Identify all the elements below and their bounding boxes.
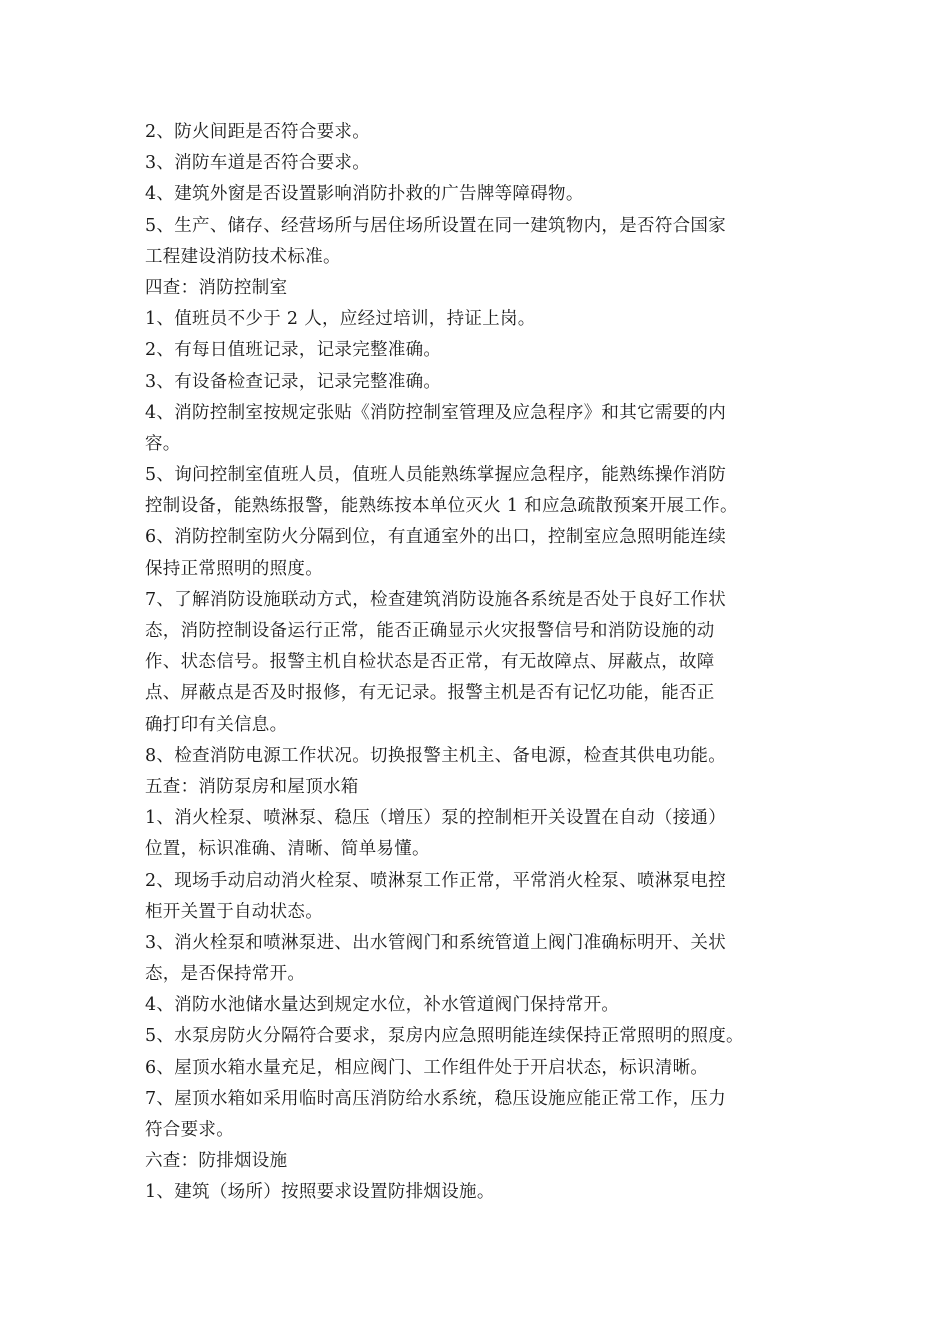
document-body	[145, 117, 825, 1209]
text-line: 2、有每日值班记录，记录完整准确。	[145, 340, 442, 361]
text-line: 3、消火栓泵和喷淋泵进、出水管阀门和系统管道上阀门准确标明开、关状	[145, 932, 727, 953]
text-line: 位置，标识准确、清晰、简单易懂。	[145, 839, 430, 860]
text-line: 8、检查消防电源工作状况。切换报警主机主、备电源，检查其供电功能。	[145, 745, 727, 766]
text-line: 态，消防控制设备运行正常，能否正确显示火灾报警信号和消防设施的动	[145, 621, 715, 641]
section-heading: 四查：消防控制室	[145, 277, 288, 298]
section-heading: 五查：消防泵房和屋顶水箱	[145, 776, 359, 797]
text-line: 7、屋顶水箱如采用临时高压消防给水系统，稳压设施应能正常工作，压力	[145, 1088, 727, 1109]
text-line: 2、现场手动启动消火栓泵、喷淋泵工作正常，平常消火栓泵、喷淋泵电控	[145, 870, 727, 891]
text-line: 3、消防车道是否符合要求。	[145, 153, 371, 174]
text-line: 4、建筑外窗是否设置影响消防扑救的广告牌等障碍物。	[145, 184, 584, 205]
text-line: 控制设备，能熟练报警，能熟练按本单位灭火 1 和应急疏散预案开展工作。	[145, 496, 738, 517]
text-line: 柜开关置于自动状态。	[145, 901, 323, 922]
text-line: 3、有设备检查记录，记录完整准确。	[145, 371, 442, 392]
text-line: 5、生产、储存、经营场所与居住场所设置在同一建筑物内，是否符合国家	[145, 215, 727, 236]
text-line: 点、屏蔽点是否及时报修，有无记录。报警主机是否有记忆功能，能否正	[145, 683, 715, 704]
text-line: 2、防火间距是否符合要求。	[145, 122, 371, 142]
text-line: 作、状态信号。报警主机自检状态是否正常，有无故障点、屏蔽点，故障	[145, 652, 715, 673]
text-line: 保持正常照明的照度。	[145, 558, 323, 579]
text-line: 态，是否保持常开。	[145, 964, 306, 985]
text-line: 5、水泵房防火分隔符合要求，泵房内应急照明能连续保持正常照明的照度。	[145, 1026, 744, 1047]
text-line: 6、屋顶水箱水量充足，相应阀门、工作组件处于开启状态，标识清晰。	[145, 1057, 709, 1078]
text-line: 1、值班员不少于 2 人，应经过培训，持证上岗。	[145, 309, 536, 330]
section-heading: 六查：防排烟设施	[145, 1151, 288, 1172]
text-line: 1、消火栓泵、喷淋泵、稳压（增压）泵的控制柜开关设置在自动（接通）	[145, 808, 727, 829]
text-line: 6、消防控制室防火分隔到位，有直通室外的出口，控制室应急照明能连续	[145, 527, 727, 548]
text-line: 4、消防控制室按规定张贴《消防控制室管理及应急程序》和其它需要的内	[145, 402, 727, 423]
text-line: 符合要求。	[145, 1120, 234, 1140]
text-line: 容。	[145, 433, 181, 454]
text-line: 4、消防水池储水量达到规定水位，补水管道阀门保持常开。	[145, 995, 620, 1016]
text-line: 1、建筑（场所）按照要求设置防排烟设施。	[145, 1182, 495, 1203]
text-line: 5、询问控制室值班人员，值班人员能熟练掌握应急程序，能熟练操作消防	[145, 465, 727, 486]
text-line: 工程建设消防技术标准。	[145, 246, 341, 267]
text-line: 确打印有关信息。	[145, 714, 288, 735]
text-line: 7、了解消防设施联动方式，检查建筑消防设施各系统是否处于良好工作状	[145, 589, 727, 610]
